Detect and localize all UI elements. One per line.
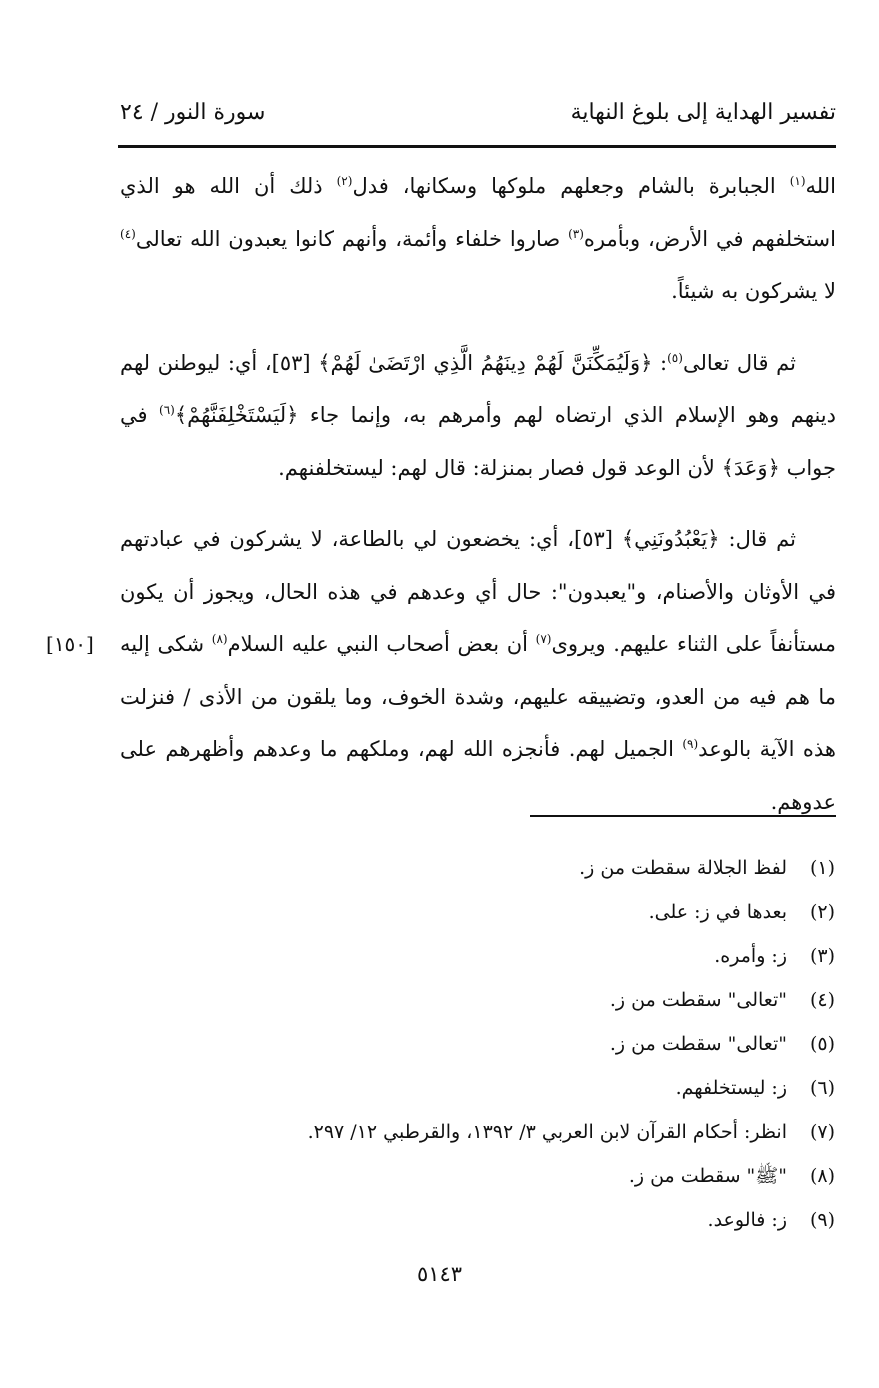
footnote-item xyxy=(215,978,835,1022)
footnote-item xyxy=(215,1154,835,1198)
text-segment: : xyxy=(652,350,668,375)
footnote-item xyxy=(215,1022,835,1066)
footnote-ref-1: (١) xyxy=(789,174,806,188)
running-header xyxy=(120,100,836,134)
footnotes-list xyxy=(215,846,835,1242)
footnote-text: "تعالى" سقطت من ز. xyxy=(609,1033,787,1055)
text-segment: الله xyxy=(805,174,836,198)
footnote-ref-5: (٥) xyxy=(667,350,683,365)
footnote-item xyxy=(215,846,835,890)
footnote-text: "ﷺ" سقطت من ز. xyxy=(628,1165,787,1187)
text-segment: في جواب xyxy=(120,403,836,480)
footnote-ref-2: (٢) xyxy=(336,174,353,188)
paragraph-1 xyxy=(120,160,836,318)
quran-verse: ﴿وَلَيُمَكِّنَنَّ لَهُمْ دِينَهُمُ الَّذِي ارْتَضَىٰ لَهُمْ﴾ xyxy=(318,350,653,375)
quran-verse: ﴿يَعْبُدُونَنِي﴾ xyxy=(621,527,720,551)
text-segment: ذلك أن الله هو الذي استخلفهم في الأرض، وبأمره xyxy=(120,174,836,251)
footnote-ref-9: (٩) xyxy=(682,737,699,751)
footnote-ref-3: (٣) xyxy=(568,226,584,241)
footnote-text: "تعالى" سقطت من ز. xyxy=(609,989,787,1011)
paragraph-2 xyxy=(120,337,836,495)
text-segment: الجبابرة بالشام وجعلهم ملوكها وسكانها، فدل xyxy=(352,174,790,198)
header-divider xyxy=(118,145,836,148)
text-segment: لا يشركون به شيئاً. xyxy=(671,279,836,303)
footnote-item xyxy=(215,934,835,978)
footnote-ref-4: (٤) xyxy=(120,226,136,241)
footnote-number: (٩) xyxy=(809,1209,835,1231)
quran-verse: ﴿لَيَسْتَخْلِفَنَّهُمْ﴾ xyxy=(174,403,299,427)
main-text xyxy=(120,160,836,847)
footnote-item xyxy=(215,1198,835,1242)
text-segment: أن بعض أصحاب النبي عليه السلام xyxy=(227,632,536,656)
footnote-number: (١) xyxy=(809,857,835,879)
surah-label: سورة النور / ٢٤ xyxy=(120,100,266,125)
footnote-number: (٣) xyxy=(809,945,835,967)
text-segment: ثم قال تعالى xyxy=(682,350,796,375)
text-segment: الجميل لهم. فأنجزه الله لهم، وملكهم ما وعدهم وأظهرهم على عدوهم. xyxy=(120,737,836,814)
manuscript-folio-marker: [١٥٠] xyxy=(46,632,94,656)
book-title: تفسير الهداية إلى بلوغ النهاية xyxy=(570,100,836,125)
footnote-text: ز: وأمره. xyxy=(714,945,787,967)
text-segment: [٥٣]، أي: يخضعون لي بالطاعة، لا يشركون في عبادتهم في الأوثان والأصنام، و"يعبدون": حال أي وعدهم في هذه الحال، ويجوز أن يكون مستأنفاً على الثناء عليهم. ويروى xyxy=(120,527,836,656)
footnote-text: لفظ الجلالة سقطت من ز. xyxy=(579,857,787,879)
page-number: ٥١٤٣ xyxy=(416,1262,463,1286)
footnote-item xyxy=(215,890,835,934)
footnote-number: (٨) xyxy=(809,1165,835,1187)
text-segment: ثم قال: xyxy=(719,527,796,551)
footnote-ref-7: (٧) xyxy=(535,632,552,646)
footnote-text: ز: ليستخلفهم. xyxy=(675,1077,787,1099)
text-segment: شكى إليه ما هم فيه من العدو، وتضييقه عليهم، وشدة الخوف، وما يلقون من الأذى / فنزلت هذه الآية بالوعد xyxy=(120,632,836,761)
text-segment: لأن الوعد قول فصار بمنزلة: قال لهم: ليستخلفنهم. xyxy=(278,455,722,480)
text-segment: [٥٣]، أي: ليوطنن لهم دينهم وهو الإسلام الذي ارتضاه لهم وأمرهم به، وإنما جاء xyxy=(120,350,836,427)
footnote-number: (٤) xyxy=(809,989,835,1011)
footnote-ref-8: (٨) xyxy=(211,632,228,646)
footnote-text: انظر: أحكام القرآن لابن العربي ٣/ ١٣٩٢، والقرطبي ١٢/ ٢٩٧. xyxy=(307,1121,787,1143)
footnote-text: بعدها في ز: على. xyxy=(648,901,787,923)
quran-verse: ﴿وَعَدَ﴾ xyxy=(721,455,780,480)
footnote-number: (٥) xyxy=(809,1033,835,1055)
footnote-number: (٦) xyxy=(809,1077,835,1099)
footnote-divider xyxy=(530,815,836,817)
footnote-number: (٧) xyxy=(809,1121,835,1143)
footnote-item xyxy=(215,1110,835,1154)
footnote-item xyxy=(215,1066,835,1110)
footnote-ref-6: (٦) xyxy=(159,403,175,417)
text-segment: صاروا خلفاء وأئمة، وأنهم كانوا يعبدون الله تعالى xyxy=(135,226,569,251)
footnote-text: ز: فالوعد. xyxy=(707,1209,787,1231)
footnote-number: (٢) xyxy=(809,901,835,923)
paragraph-3 xyxy=(120,513,836,828)
